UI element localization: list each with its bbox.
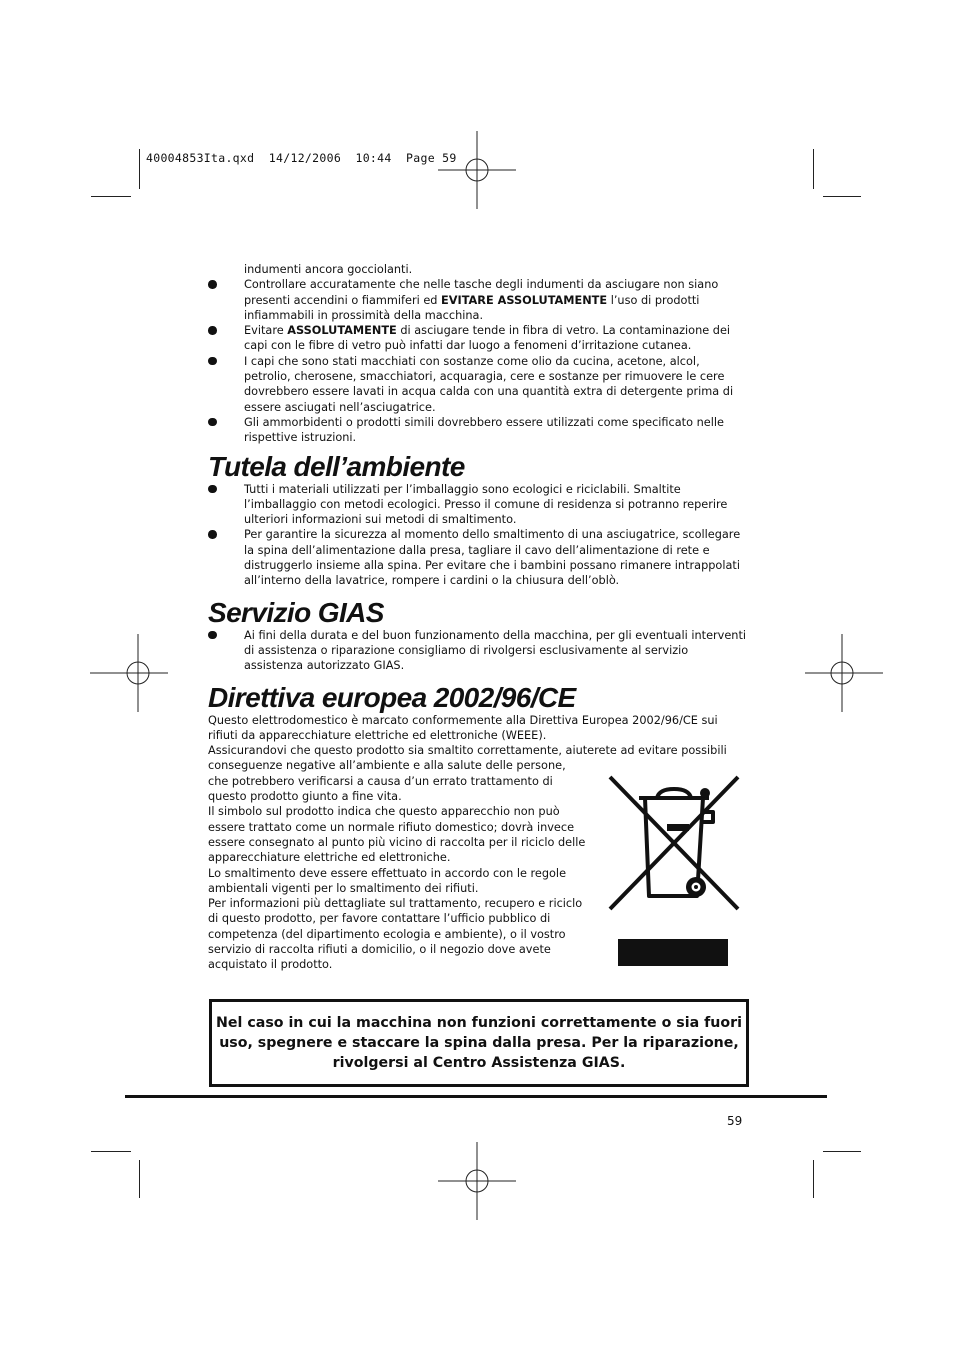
bullet-icon	[208, 530, 217, 539]
crop-mark	[813, 1160, 814, 1198]
weee-bin-icon	[605, 772, 743, 914]
weee-date-bar	[618, 939, 728, 966]
registration-mark-right	[805, 634, 883, 712]
bullet-icon	[208, 326, 217, 335]
directive-paragraph: Lo smaltimento deve essere effettuato in accordo con le regole ambientali vigenti per lo smaltimento dei rifiuti.	[208, 866, 567, 895]
crop-mark	[139, 1160, 140, 1198]
crop-mark	[813, 149, 814, 189]
bullet-icon	[208, 280, 217, 289]
section-heading-directive: Direttiva europea 2002/96/CE	[208, 681, 576, 713]
list-item: Per garantire la sicurezza al momento dello smaltimento di una asciugatrice, scollegare la spina dell’alimentazione dalla presa, tagliare il cavo dell’alimentazione di rete e distruggerlo insieme alla spina. Per evitare che i bambini possano rimanere intrappolati all’interno della lavatrice, rompere i cardini o la chiusura dell’oblò.	[208, 527, 748, 588]
section-heading-service: Servizio GIAS	[208, 596, 384, 628]
safety-list	[208, 262, 748, 446]
bullet-icon	[208, 485, 217, 494]
list-item: Evitare ASSOLUTAMENTE di asciugare tende in fibra di vetro. La contaminazione dei capi con le fibre di vetro può infatti dar luogo a fenomeni d’irritazione cutanea.	[208, 323, 748, 354]
bullet-icon	[208, 418, 217, 427]
list-item: indumenti ancora gocciolanti.	[244, 263, 413, 276]
directive-paragraph: conseguenze negative all’ambiente e alla salute delle persone, che potrebbero verificarsi a causa d’un errato trattamento di questo prodotto giunto a fine vita.	[208, 759, 566, 804]
service-list	[208, 628, 748, 674]
crop-mark	[91, 1151, 131, 1152]
bullet-icon	[208, 357, 217, 366]
list-item: Controllare accuratamente che nelle tasche degli indumenti da asciugare non siano presenti accendini o fiammiferi ed EVITARE ASSOLUTAMENTE l’uso di prodotti infiammabili in prossimità della macchina.	[208, 277, 748, 323]
registration-mark-top	[438, 131, 516, 209]
print-slug: 40004853Ita.qxd 14/12/2006 10:44 Page 59	[146, 151, 457, 165]
directive-paragraph: Il simbolo sul prodotto indica che questo apparecchio non può essere trattato come un normale rifiuto domestico; dovrà invece essere consegnato al punto più vicino di raccolta per il riciclo delle apparecchiature elettriche ed elettroniche.	[208, 805, 586, 865]
list-item: Gli ammorbidenti o prodotti simili dovrebbero essere utilizzati come specificato nelle rispettive istruzioni.	[208, 415, 748, 446]
repair-notice-box	[209, 999, 749, 1087]
directive-paragraph: Questo elettrodomestico è marcato conformemente alla Direttiva Europea 2002/96/CE sui rifiuti da apparecchiature elettriche ed elettroniche (WEEE).	[208, 713, 718, 742]
directive-paragraph: Assicurandovi che questo prodotto sia smaltito correttamente, aiuterete ad evitare possibili	[208, 744, 727, 758]
list-item: I capi che sono stati macchiati con sostanze come olio da cucina, acetone, alcol, petrolio, cherosene, smacchiatori, acquaragia, cere e sostanze per rimuovere le cere dovrebbero essere lavati in acqua calda con una quantità extra di detergente prima di essere asciugati nell’asciugatrice.	[208, 354, 748, 415]
environment-list	[208, 482, 748, 589]
list-item: Tutti i materiali utilizzati per l’imballaggio sono ecologici e riciclabili. Smaltite l’imballaggio con metodi ecologici. Presso il comune di residenza si potranno reperire ulteriori informazioni sui metodi di smaltimento.	[208, 482, 748, 528]
registration-mark-left	[90, 634, 168, 712]
repair-notice-text: Nel caso in cui la macchina non funzioni correttamente o sia fuori uso, spegnere e staccare la spina dalla presa. Per la riparazione, rivolgersi al Centro Assistenza GIAS.	[216, 1015, 742, 1071]
crop-mark	[91, 196, 131, 197]
crop-mark	[823, 1151, 861, 1152]
directive-paragraph: Per informazioni più dettagliate sul trattamento, recupero e riciclo di questo prodotto, per favore contattare l’ufficio pubblico di competenza (del dipartimento ecologia e ambiente), o il vostro servizio di raccolta rifiuti a domicilio, o il negozio dove avete acquistato il prodotto.	[208, 897, 583, 972]
page-number: 59	[727, 1114, 743, 1128]
footer-rule	[125, 1095, 827, 1098]
crop-mark	[139, 149, 140, 189]
list-item: Ai fini della durata e del buon funzionamento della macchina, per gli eventuali interventi di assistenza o riparazione consigliamo di rivolgersi esclusivamente al servizio assistenza autorizzato GIAS.	[208, 628, 748, 674]
bullet-icon	[208, 631, 217, 640]
registration-mark-bottom	[438, 1142, 516, 1220]
section-heading-environment: Tutela dell’ambiente	[208, 450, 465, 482]
crop-mark	[823, 196, 861, 197]
directive-narrow-column	[208, 758, 588, 972]
